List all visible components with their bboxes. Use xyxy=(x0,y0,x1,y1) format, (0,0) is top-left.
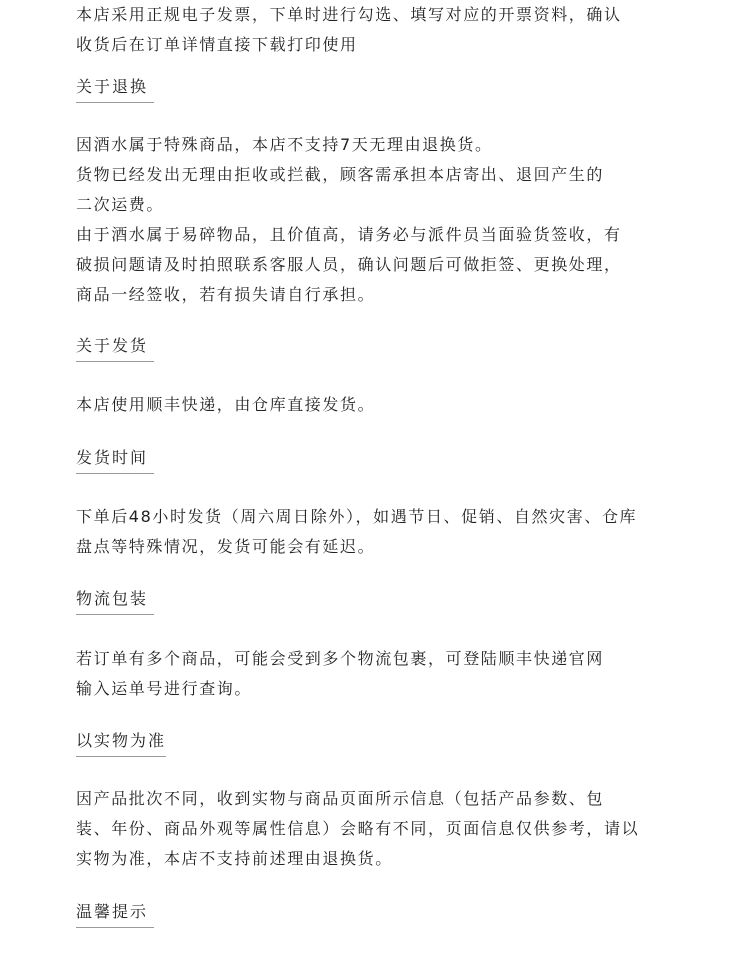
actual-product-paragraph: 因产品批次不同，收到实物与商品页面所示信息（包括产品参数、包 装、年份、商品外观等属性信息）会略有不同，页面信息仅供参考，请以 实物为准，本店不支持前述理由退换货。 xyxy=(76,789,640,868)
logistics-packaging-paragraph: 若订单有多个商品，可能会受到多个物流包裹，可登陆顺丰快递官网 输入运单号进行查询。 xyxy=(76,649,605,698)
section-heading-logistics-packaging: 物流包装 xyxy=(76,588,154,615)
section-heading-shipping-time: 发货时间 xyxy=(76,447,154,474)
section-heading-returns: 关于退换 xyxy=(76,76,154,103)
section-heading-tips: 温馨提示 xyxy=(76,901,154,928)
section-heading-actual-product: 以实物为准 xyxy=(76,730,166,757)
section-heading-shipping: 关于发货 xyxy=(76,335,154,362)
intro-paragraph: 本店采用正规电子发票，下单时进行勾选、填写对应的开票资料，确认 收货后在订单详情直接下载打印使用 xyxy=(76,5,622,54)
returns-paragraph: 因酒水属于特殊商品，本店不支持7天无理由退换货。 货物已经发出无理由拒收或拦截，顾客需承担本店寄出、退回产生的 二次运费。 由于酒水属于易碎物品，且价值高，请务必与派件员当面验货签收，有 破损问题请及时拍照联系客服人员，确认问题后可做拒签、更换处理， 商品一经签收，若有损失请自行承担。 xyxy=(76,135,622,304)
shipping-paragraph: 本店使用顺丰快递，由仓库直接发货。 xyxy=(76,395,376,414)
shipping-time-paragraph: 下单后48小时发货（周六周日除外），如遇节日、促销、自然灾害、仓库 盘点等特殊情况，发货可能会有延迟。 xyxy=(76,507,638,556)
